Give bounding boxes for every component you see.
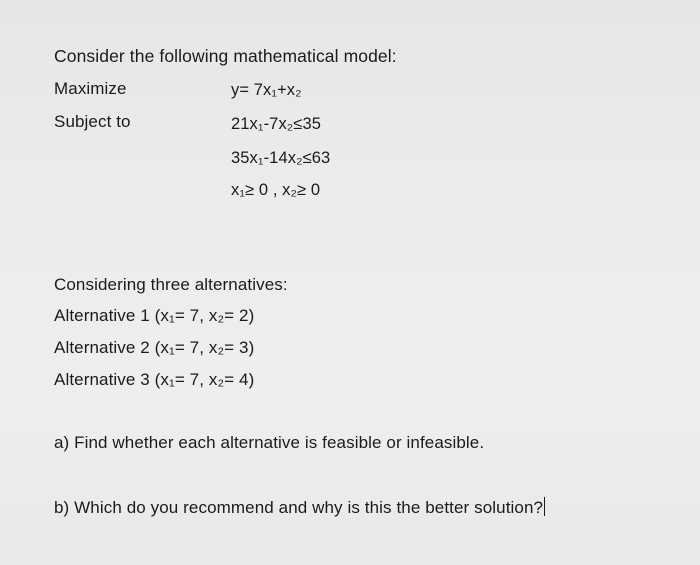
- text-cursor: [544, 497, 545, 516]
- constraint-nonnegativity: x₁≥ 0 , x₂≥ 0: [231, 181, 321, 199]
- constraint-1: 21x₁-7x₂≤35: [231, 115, 322, 133]
- alternative-3: Alternative 3 (x₁= 7, x₂= 4): [54, 370, 255, 389]
- objective-function: y= 7x₁+x₂: [231, 81, 302, 99]
- question-a: a) Find whether each alternative is feasible or infeasible.: [54, 433, 485, 452]
- model-heading: Consider the following mathematical model:: [54, 46, 397, 66]
- question-b: b) Which do you recommend and why is this the better solution?: [54, 498, 544, 517]
- alternative-1: Alternative 1 (x₁= 7, x₂= 2): [54, 306, 255, 325]
- alternatives-heading: Considering three alternatives:: [54, 275, 288, 294]
- alternative-2: Alternative 2 (x₁= 7, x₂= 3): [54, 338, 255, 357]
- constraint-2: 35x₁-14x₂≤63: [231, 149, 331, 167]
- subject-to-label: Subject to: [54, 112, 131, 131]
- question-b-line: [54, 497, 545, 518]
- maximize-label: Maximize: [54, 79, 127, 98]
